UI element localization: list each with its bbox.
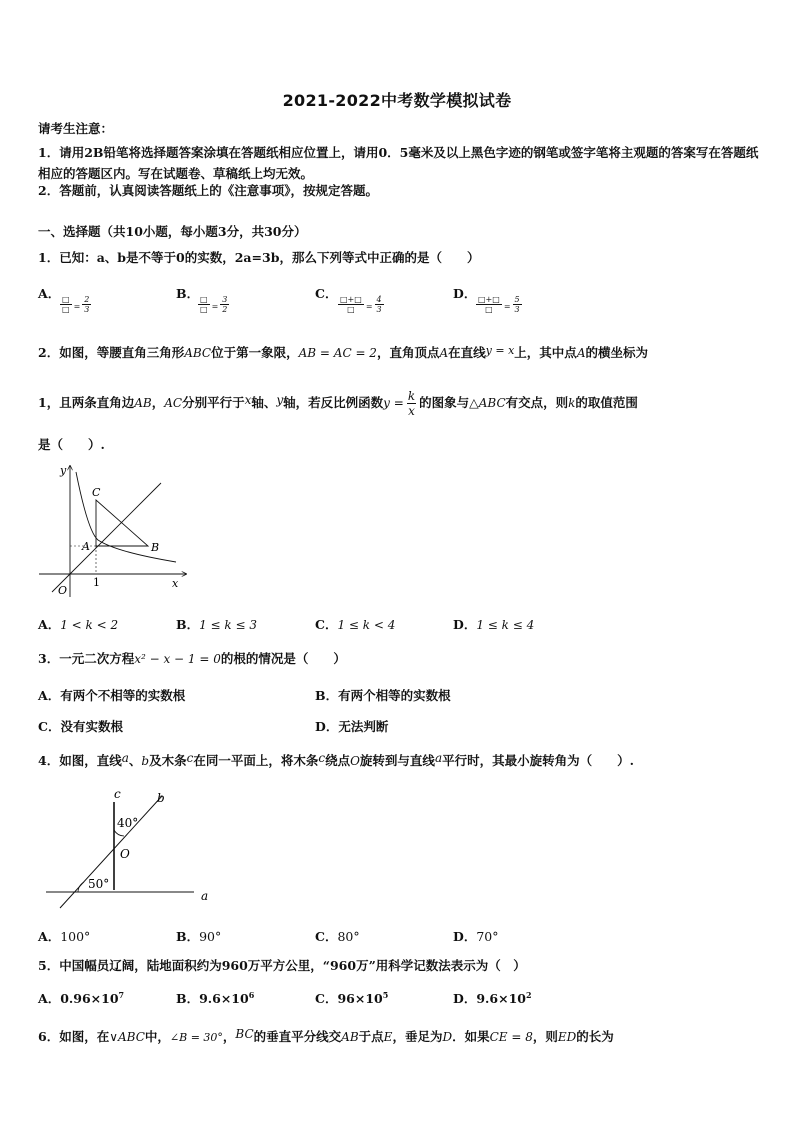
- option-label: D．: [453, 991, 477, 1006]
- math-ab: AB: [134, 396, 152, 410]
- math-bc: BC: [235, 1027, 254, 1041]
- option-base: 9.6×10: [476, 991, 526, 1006]
- option-label: A．: [38, 929, 61, 944]
- math-a: a: [121, 751, 129, 765]
- text: 1，且两条直角边: [38, 395, 135, 410]
- q2-figure: [36, 462, 196, 598]
- q2-option-a[interactable]: [38, 615, 118, 633]
- text: 、: [128, 753, 142, 768]
- text: 上，其中点: [514, 345, 577, 360]
- q6-stem: [38, 1026, 614, 1046]
- math-y: y: [276, 393, 284, 407]
- label-50: 50°: [88, 877, 110, 891]
- option-label: D．: [453, 929, 477, 944]
- notice-heading: 请考生注意：: [38, 121, 114, 136]
- q4-option-c[interactable]: [315, 927, 360, 945]
- q2-line-2: [38, 389, 638, 418]
- text: 及木条: [149, 753, 187, 768]
- q5-option-b[interactable]: [176, 989, 254, 1007]
- math-c: c: [186, 751, 194, 765]
- option-text: 无法判断: [338, 719, 389, 734]
- option-label: A．: [38, 688, 61, 703]
- text: 位于第一象限，: [211, 345, 299, 360]
- label-b: B: [151, 541, 160, 554]
- text: 中，: [144, 1029, 170, 1044]
- option-label: D．: [453, 286, 477, 301]
- q1-option-d[interactable]: [453, 284, 476, 302]
- text: 的横坐标为: [585, 345, 648, 360]
- option-base: 9.6×10: [199, 991, 249, 1006]
- option-expr: 1 < k < 2: [60, 618, 119, 632]
- line-b: [60, 796, 162, 908]
- q5-option-c[interactable]: [315, 989, 388, 1007]
- math-ab-ac: AB = AC = 2: [298, 346, 377, 360]
- label-a: A: [82, 540, 90, 553]
- lhs-den: □: [485, 305, 493, 314]
- option-text: 没有实数根: [60, 719, 123, 734]
- math-ac: AC: [164, 396, 183, 410]
- option-label: B．: [315, 688, 339, 703]
- option-exponent: 7: [118, 989, 125, 1000]
- label-c: c: [114, 787, 121, 801]
- q1-option-b-formula: [196, 294, 231, 314]
- math-x: x: [244, 393, 252, 407]
- q1-option-a[interactable]: [38, 284, 60, 302]
- q3-stem: [38, 651, 346, 667]
- rhs-den: 3: [376, 305, 382, 314]
- math-a: A: [576, 346, 586, 360]
- option-text: 70°: [476, 929, 499, 944]
- text: 有交点，则: [505, 395, 569, 410]
- option-base: 0.96×10: [60, 991, 119, 1006]
- math-d: D: [442, 1030, 453, 1044]
- math-y-eq-x: y = x: [485, 344, 515, 357]
- rhs-num: 5: [514, 295, 520, 304]
- q1-option-a-formula: [58, 294, 93, 314]
- text: ，则: [532, 1029, 558, 1044]
- math-equation: x² − x − 1 = 0: [134, 652, 221, 666]
- q4-option-a[interactable]: [38, 927, 90, 945]
- rhs-den: 3: [84, 305, 90, 314]
- text: 的图象与△: [419, 395, 479, 410]
- option-expr: 1 ≤ k < 4: [337, 618, 396, 632]
- text: 的长为: [576, 1029, 614, 1044]
- q5-option-a[interactable]: [38, 989, 124, 1007]
- equals: =: [503, 302, 511, 311]
- text: 的取值范围: [575, 395, 638, 410]
- label-c: C: [92, 486, 101, 499]
- q5-stem: 5．中国幅员辽阔，陆地面积约为960万平方公里，“960万”用科学记数法表示为（ ）: [38, 958, 526, 973]
- angle-arc-40: [114, 830, 124, 836]
- math-a: A: [439, 346, 449, 360]
- option-exponent: 2: [525, 989, 532, 1000]
- equals: =: [365, 302, 373, 311]
- lhs-num: □+□: [478, 295, 500, 304]
- rhs-den: 2: [222, 305, 228, 314]
- notice-item-1: 1．请用2B铅笔将选择题答案涂填在答题纸相应位置上，请用0．5毫米及以上黑色字迹的钢笔或签字笔将主观题的答案写在答题纸相应的答题区内。写在试题卷、草稿纸上均无效。: [38, 145, 759, 181]
- q4-figure: [42, 784, 222, 912]
- frac-k: k: [407, 389, 416, 403]
- q3-option-a[interactable]: [38, 688, 185, 704]
- text: ．如果: [452, 1029, 490, 1044]
- lhs-den: □: [62, 305, 70, 314]
- q4-option-b[interactable]: [176, 927, 221, 945]
- text: 轴、: [251, 395, 277, 410]
- option-label: A．: [38, 991, 61, 1006]
- q2-line-3: 是（ ）.: [38, 437, 105, 452]
- math-abc: ABC: [184, 346, 212, 360]
- lhs-num: □: [62, 295, 70, 304]
- text: 于点: [358, 1029, 384, 1044]
- text: 6．如图，在: [38, 1029, 110, 1044]
- option-label: C．: [38, 719, 61, 734]
- q2-option-d[interactable]: [453, 615, 534, 633]
- math-k: k: [568, 396, 576, 410]
- page-title: 2021-2022中考数学模拟试卷: [282, 91, 512, 110]
- math-ce: CE = 8: [489, 1030, 533, 1044]
- q1-option-d-formula: [474, 294, 524, 314]
- option-label: C．: [315, 617, 338, 632]
- text: ，: [151, 395, 165, 410]
- text: 的垂直平分线交: [253, 1029, 342, 1044]
- label-y: y: [60, 464, 67, 477]
- text: ，: [222, 1029, 236, 1044]
- option-expr: 1 ≤ k ≤ 4: [476, 618, 535, 632]
- math-ab: AB: [341, 1030, 359, 1044]
- section-heading: 一、选择题（共10小题，每小题3分，共30分）: [38, 224, 307, 239]
- label-b: b: [157, 791, 165, 805]
- text: 在同一平面上，将木条: [193, 753, 319, 768]
- q3-option-b[interactable]: [315, 688, 451, 704]
- lhs-num: □: [200, 295, 208, 304]
- lhs-num: □+□: [340, 295, 362, 304]
- equals: =: [73, 302, 81, 311]
- rhs-num: 3: [222, 295, 228, 304]
- label-x: x: [172, 577, 179, 590]
- text: 绕点: [325, 753, 351, 768]
- option-text: 80°: [337, 929, 360, 944]
- q4-stem: [38, 750, 634, 769]
- option-label: B．: [176, 929, 200, 944]
- line-y-eq-x: [52, 483, 161, 592]
- q3-option-c[interactable]: [38, 719, 123, 735]
- math-angle-b: ∠B = 30°: [169, 1031, 223, 1044]
- option-exponent: 6: [248, 989, 255, 1000]
- option-text: 100°: [60, 929, 91, 944]
- math-y-eq: y =: [383, 396, 404, 410]
- option-exponent: 5: [382, 989, 389, 1000]
- label-40: 40°: [117, 816, 139, 830]
- label-one: 1: [93, 576, 100, 589]
- option-label: D．: [453, 617, 477, 632]
- text: 平行时，其最小旋转角为（ ）.: [442, 753, 634, 768]
- option-label: B．: [176, 991, 200, 1006]
- math-triangle: ∨ABC: [109, 1030, 145, 1044]
- math-ed: ED: [557, 1030, 577, 1044]
- option-label: D．: [315, 719, 339, 734]
- label-o: O: [58, 584, 68, 597]
- q2-line-1: [38, 343, 648, 361]
- label-o: O: [120, 847, 130, 861]
- lhs-den: □: [347, 305, 355, 314]
- option-text: 90°: [199, 929, 222, 944]
- text: 轴，若反比例函数: [283, 395, 384, 410]
- option-base: 96×10: [337, 991, 383, 1006]
- option-label: C．: [315, 286, 338, 301]
- option-label: B．: [176, 286, 200, 301]
- q4-option-d[interactable]: [453, 927, 499, 945]
- text: 4．如图，直线: [38, 753, 122, 768]
- q1-option-c[interactable]: [315, 284, 337, 302]
- text: 在直线: [448, 345, 486, 360]
- option-label: B．: [176, 617, 200, 632]
- rhs-den: 3: [514, 305, 520, 314]
- option-text: 有两个不相等的实数根: [60, 688, 186, 703]
- text: 3．一元二次方程: [38, 651, 135, 666]
- lhs-den: □: [200, 305, 208, 314]
- frac-x: x: [408, 404, 415, 418]
- q2-option-b[interactable]: [176, 615, 257, 633]
- label-a: a: [201, 889, 209, 903]
- math-e: E: [383, 1030, 393, 1044]
- text: 分别平行于: [182, 395, 245, 410]
- q1-stem: 1．已知：a、b是不等于0的实数，2a=3b，那么下列等式中正确的是（ ）: [38, 250, 480, 265]
- text: 2．如图，等腰直角三角形: [38, 345, 185, 360]
- option-label: A．: [38, 617, 61, 632]
- q1-option-c-formula: [336, 294, 386, 314]
- math-a: a: [434, 751, 443, 765]
- triangle-abc: [96, 500, 148, 546]
- q2-option-c[interactable]: [315, 615, 395, 633]
- rhs-num: 2: [84, 295, 90, 304]
- hyperbola-curve: [76, 472, 176, 562]
- option-label: C．: [315, 929, 338, 944]
- text: ，直角顶点: [376, 345, 440, 360]
- q5-option-d[interactable]: [453, 989, 532, 1007]
- math-o: O: [350, 754, 360, 768]
- angle-arc-50: [78, 882, 84, 892]
- notice-item-2: 2．答题前，认真阅读答题纸上的《注意事项》，按规定答题。: [38, 183, 378, 198]
- rhs-num: 4: [376, 295, 382, 304]
- option-label: C．: [315, 991, 338, 1006]
- option-text: 有两个相等的实数根: [338, 688, 451, 703]
- option-expr: 1 ≤ k ≤ 3: [199, 618, 257, 632]
- equals: =: [211, 302, 219, 311]
- math-c: c: [318, 751, 326, 765]
- text: 旋转到与直线: [359, 753, 435, 768]
- math-abc: ABC: [478, 396, 506, 410]
- option-label: A．: [38, 286, 61, 301]
- q3-option-d[interactable]: [315, 719, 388, 735]
- math-b: b: [141, 754, 150, 768]
- text: 的根的情况是（ ）: [220, 651, 346, 666]
- text: ，垂足为: [392, 1029, 443, 1044]
